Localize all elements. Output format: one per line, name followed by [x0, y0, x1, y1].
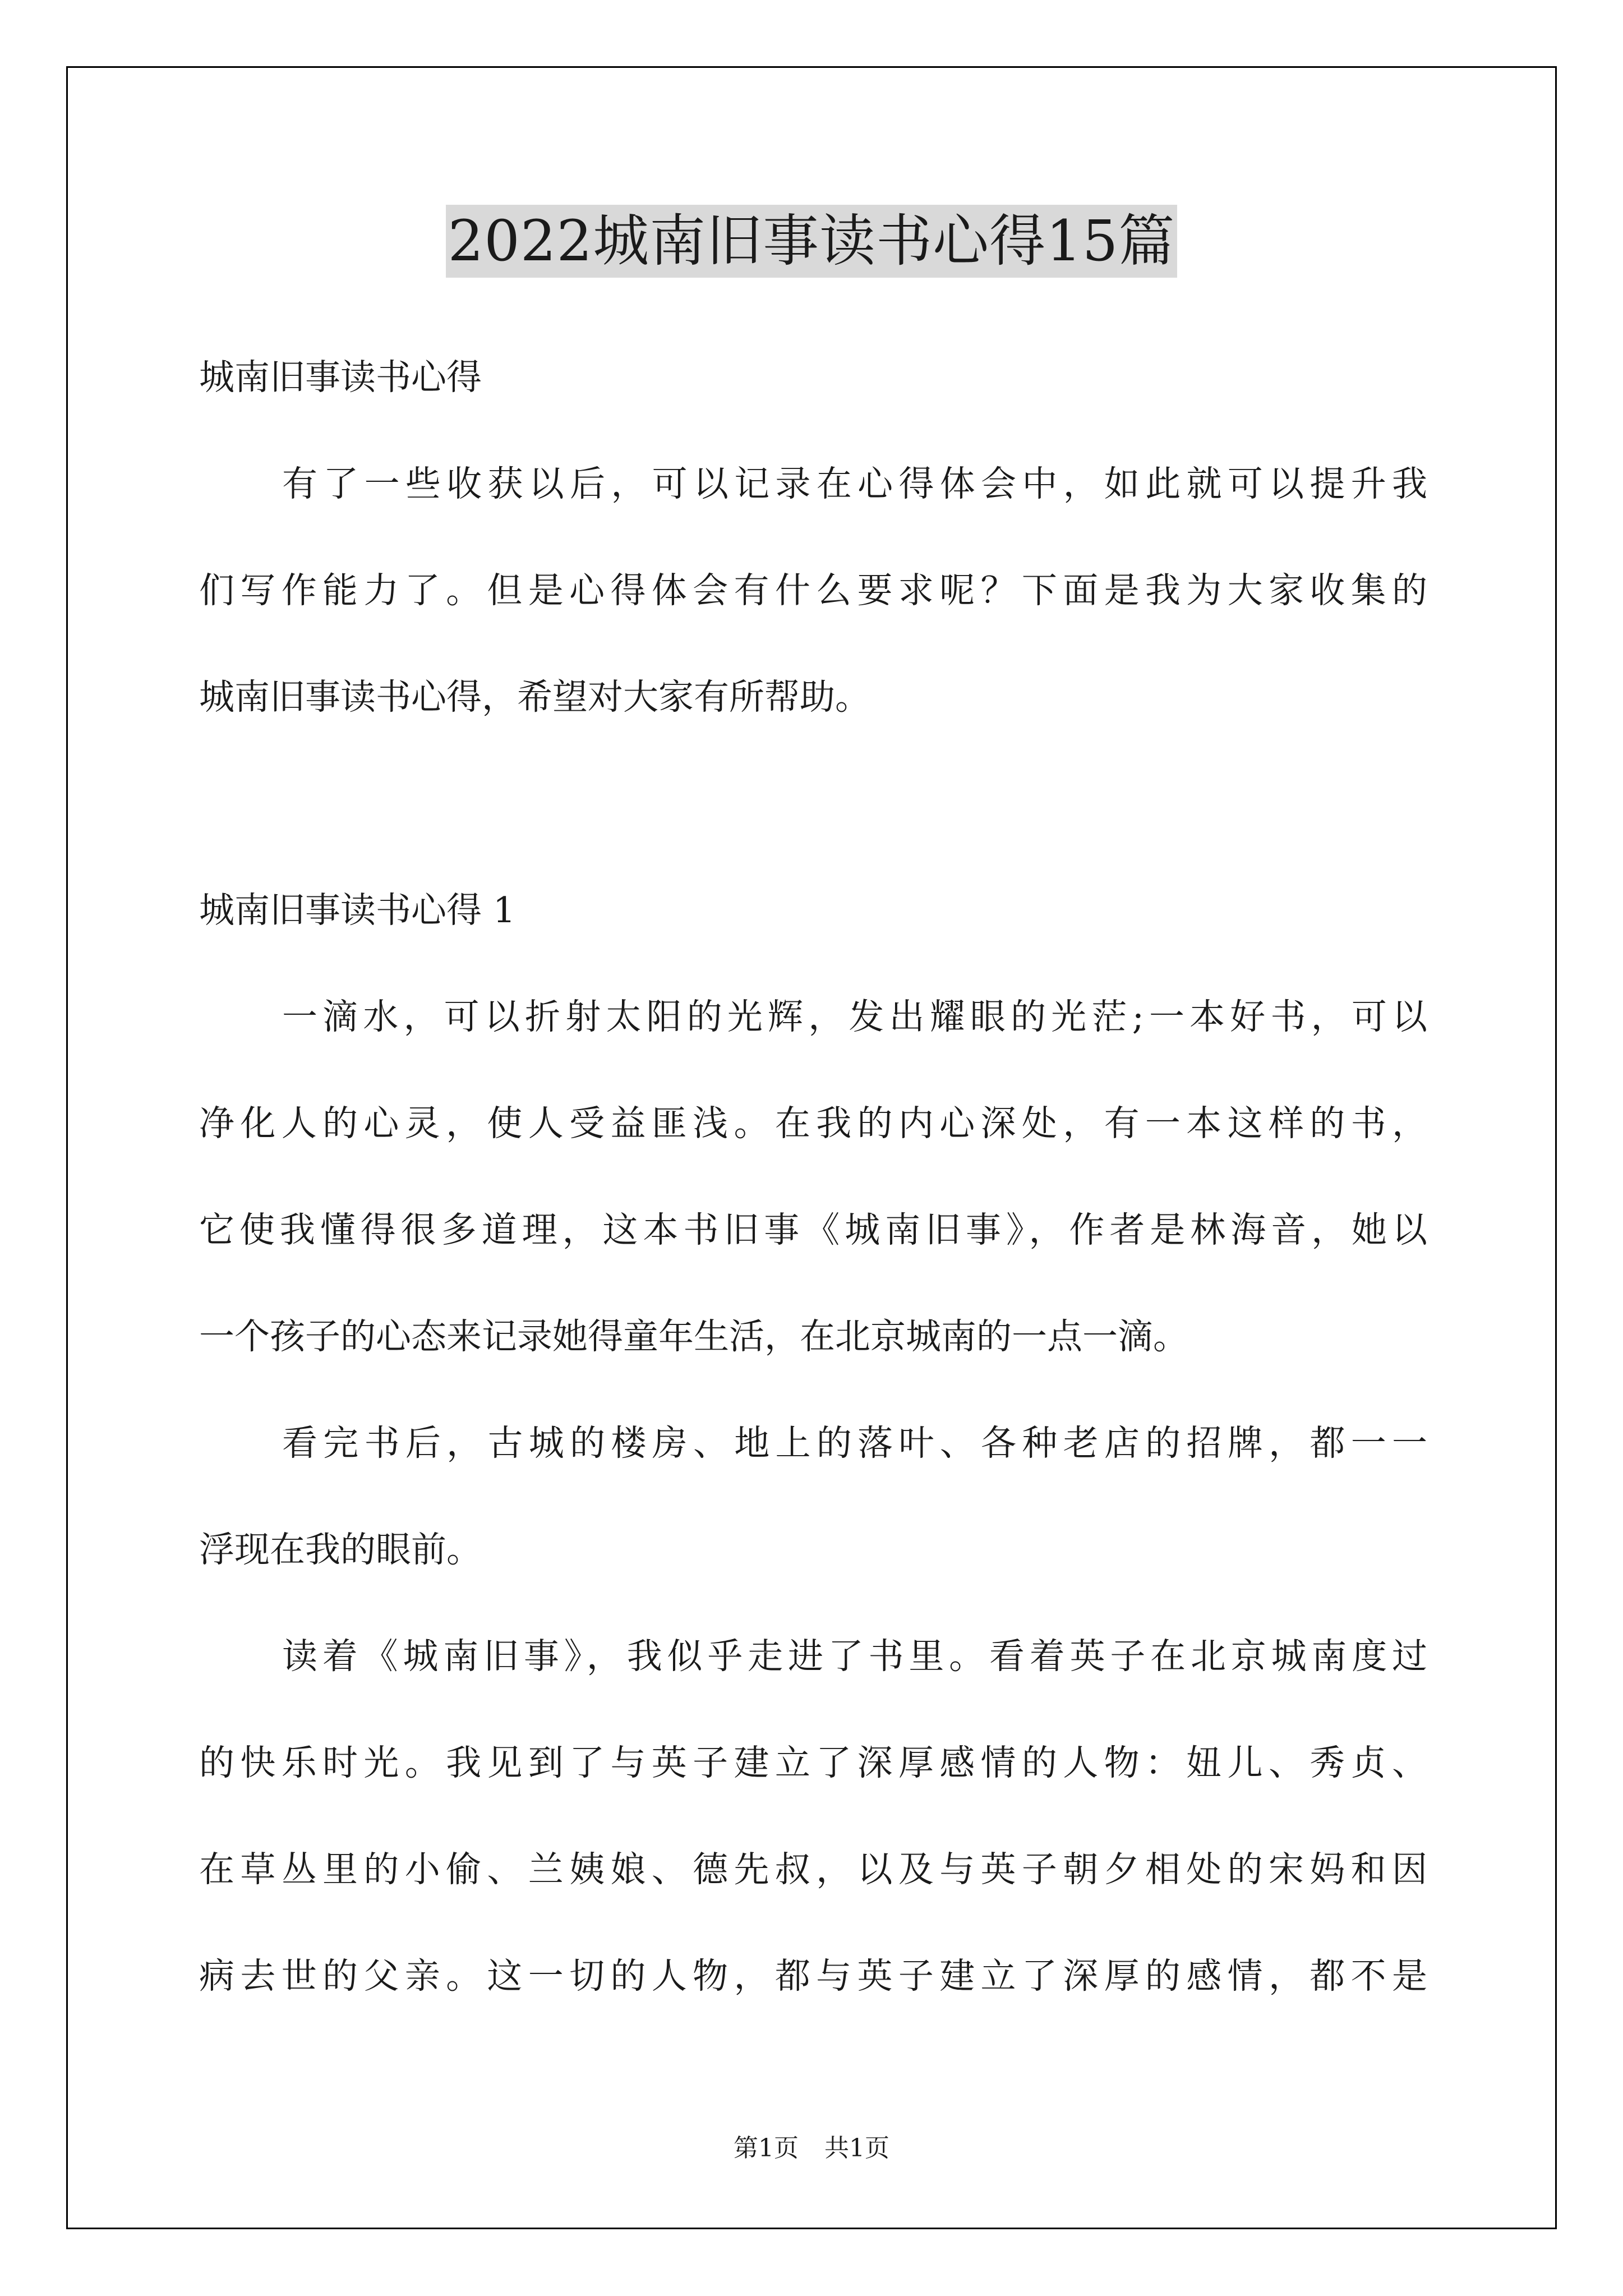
paragraph-line: 病去世的父亲。这一切的人物，都与英子建立了深厚的感情，都不是	[199, 1955, 1427, 1996]
page-total: 共1页	[824, 2134, 889, 2162]
document-title: 2022城南旧事读书心得15篇	[446, 205, 1178, 278]
paragraph-line: 一个孩子的心态来记录她得童年生活，在北京城南的一点一滴。	[199, 1316, 1188, 1357]
paragraph-line: 的快乐时光。我见到了与英子建立了深厚感情的人物：妞儿、秀贞、	[199, 1742, 1427, 1783]
section-heading: 城南旧事读书心得	[199, 357, 482, 398]
paragraph-line: 净化人的心灵，使人受益匪浅。在我的内心深处，有一本这样的书，	[199, 1103, 1427, 1144]
paragraph-line: 们写作能力了。但是心得体会有什么要求呢？下面是我为大家收集的	[199, 570, 1427, 611]
section-heading: 城南旧事读书心得 1	[199, 890, 516, 931]
paragraph-line: 浮现在我的眼前。	[199, 1529, 482, 1570]
paragraph-line: 在草丛里的小偷、兰姨娘、德先叔，以及与英子朝夕相处的宋妈和因	[199, 1849, 1427, 1890]
page-footer	[0, 2133, 1623, 2164]
page-number: 第1页	[734, 2134, 799, 2162]
paragraph-line: 一滴水，可以折射太阳的光辉，发出耀眼的光茫;一本好书，可以	[282, 996, 1427, 1037]
paragraph-line: 城南旧事读书心得，希望对大家有所帮助。	[199, 677, 870, 717]
paragraph-line: 它使我懂得很多道理，这本书旧事《城南旧事》，作者是林海音，她以	[199, 1209, 1427, 1250]
paragraph-line: 读着《城南旧事》，我似乎走进了书里。看着英子在北京城南度过	[282, 1636, 1427, 1677]
title-container	[0, 205, 1623, 278]
paragraph-line: 有了一些收获以后，可以记录在心得体会中，如此就可以提升我	[282, 463, 1427, 504]
paragraph-line: 看完书后，古城的楼房、地上的落叶、各种老店的招牌，都一一	[282, 1423, 1427, 1464]
